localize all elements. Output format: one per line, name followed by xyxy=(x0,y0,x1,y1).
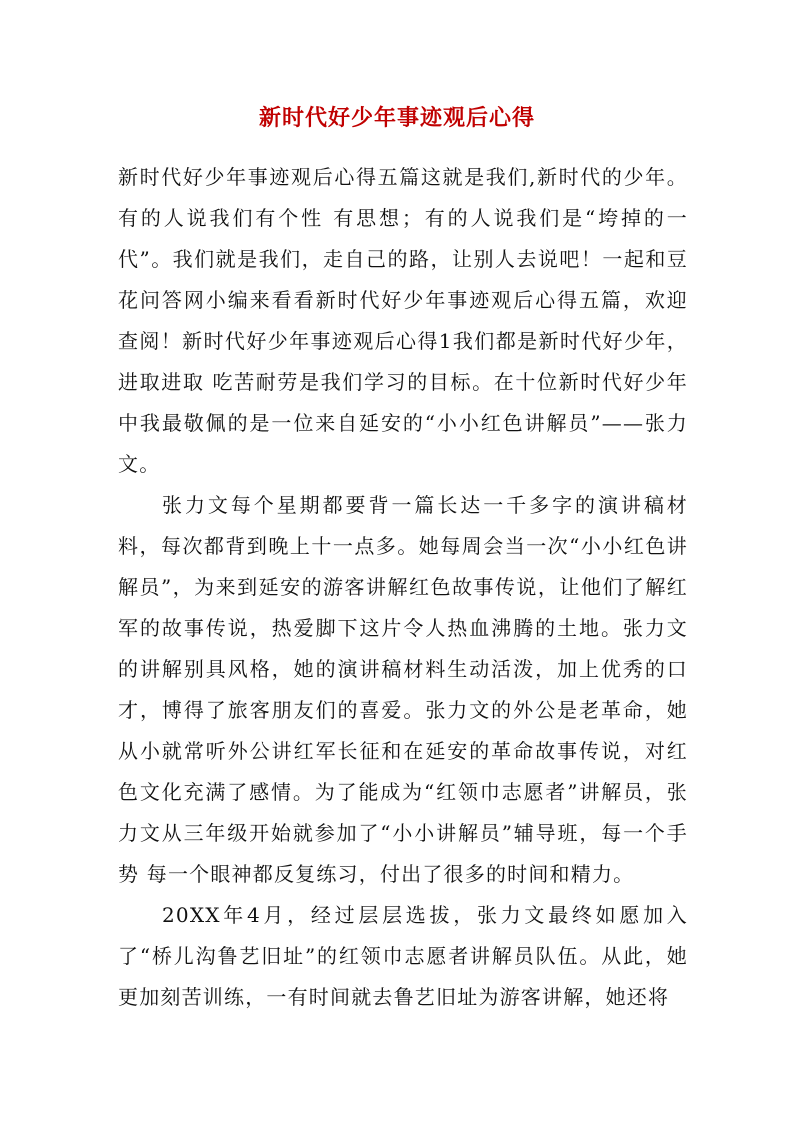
document-title: 新时代好少年事迹观后心得 xyxy=(258,105,535,131)
document-body xyxy=(118,157,688,1018)
paragraph-intro: 新时代好少年事迹观后心得五篇这就是我们,新时代的少年。有的人说我们有个性 有思想；有的人说我们是“垮掉的一代”。我们就是我们，走自己的路，让别人去说吧！一起和豆花问答网小编来看看新时代好少年事迹观后心得五篇，欢迎查阅！新时代好少年事迹观后心得1我们都是新时代好少年，进取进取 吃苦耐劳是我们学习的目标。在十位新时代好少年中我最敬佩的是一位来自延安的“小小红色讲解员”——张力文。 xyxy=(118,165,688,476)
paragraph-volunteer: 20XX年4月，经过层层选拔，张力文最终如愿加入了“桥儿沟鲁艺旧址”的红领巾志愿者讲解员队伍。从此，她更加刻苦训练，一有时间就去鲁艺旧址为游客讲解，她还将 xyxy=(118,903,688,1009)
paragraph-zhang-liwen: 张力文每个星期都要背一篇长达一千多字的演讲稿材料，每次都背到晚上十一点多。她每周会当一次“小小红色讲解员”，为来到延安的游客讲解红色故事传说，让他们了解红军的故事传说，热爱脚下这片令人热血沸腾的土地。张力文的讲解别具风格，她的演讲稿材料生动活泼，加上优秀的口才，博得了旅客朋友们的喜爱。张力文的外公是老革命，她从小就常听外公讲红军长征和在延安的革命故事传说，对红色文化充满了感情。为了能成为“红领巾志愿者”讲解员，张力文从三年级开始就参加了“小小讲解员”辅导班，每一个手势 每一个眼神都反复练习，付出了很多的时间和精力。 xyxy=(118,493,688,886)
